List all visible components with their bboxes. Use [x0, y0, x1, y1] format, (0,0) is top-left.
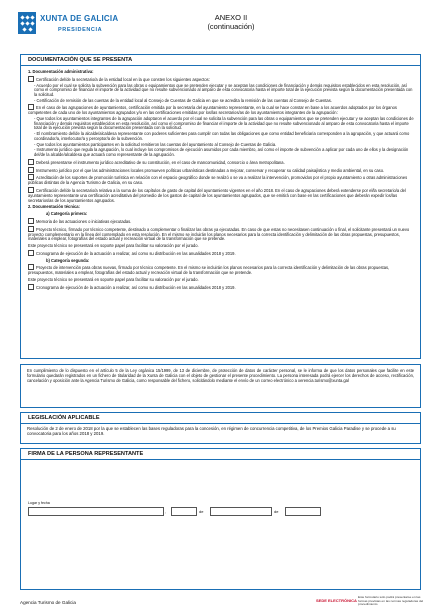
category-first-heading: a) Categoría primera:: [46, 211, 88, 217]
checkbox-report[interactable]: [28, 218, 34, 224]
item-capital-expenditure: Certificación del/de la secretario/a relativa a la suma de los capítulos de gasto de capital del ayuntamiento vigentes en el año 2018. En el caso de agrupaciones deberá extenderse por el/la secretario/a del ayuntamiento representante una certificación acreditativa del promedio de los gastos de capital de los ayuntamientos agrupados, que se emitirá con base en las certificaciones que deberán expedir los/las secretarios/as de los ayuntamientos agrupados.: [28, 188, 406, 203]
annex-title: ANEXO II: [214, 13, 248, 22]
item-local-certification: Certificación del/de la secretario/a de la entidad local en la que consten los siguientes aspectos:: [36, 76, 210, 82]
documentation-title: DOCUMENTACIÓN QUE SE PRESENTA: [21, 55, 420, 66]
item-grouping-detail-4: - Instrumento jurídico que regula la agrupación, lo cual incluye los compromisos de ejecución asumidos por cada miembro, así como el importe de subvención a aplicar por cada uno de ellos y la designación del/de la alcalde/alcaldesa que actuará como representante de la agrupación.: [34, 147, 409, 157]
item-local-certification-detail-2: - Certificación de remisión de las cuentas de la entidad local al Consejo de Cuentas de Galicia en que se acredita la remisión de las cuentas al Consejo de Cuentas.: [34, 97, 332, 103]
day-month-separator: de: [199, 509, 204, 514]
sede-electronica-logo: SEDE ELECTRÓNICA: [316, 598, 357, 603]
place-date-label: Lugar y fecha: [28, 501, 50, 505]
checkbox-local-certification[interactable]: [28, 76, 34, 82]
paper-support-note-a: Este proyecto técnico se presentará en soporte papel para facilitar su valoración por el jurado.: [28, 243, 199, 249]
place-date-separator: ,: [165, 509, 167, 514]
item-report: Memoria de las actuaciones o iniciativas ejecutadas.: [36, 219, 132, 224]
item-local-certification-detail-1: - Acuerdo por el cual se solicita la subvención para las obras o equipamientos que se pretenden ejecutar y se aceptan las condiciones de financiación y demás requisitos establecidos en esta resolución, así como el compromiso de financiar el importe de la actividad que no resulte subvencionado al amparo de esta convocatoria hasta el importe total de la ejecución prevista según la documentación presentada con la solicitud.: [34, 82, 413, 98]
legislation-section: [20, 412, 421, 444]
xunta-logo: [18, 12, 118, 34]
day-field[interactable]: [171, 507, 197, 516]
annex-subtitle: (continuación): [207, 22, 255, 31]
item-urban-policies: Instrumento jurídico por el que las administraciones locales promueven políticas urbanísticas destinadas a mejorar, conservar y recuperar su calidad paisajística y medio ambiental, en su caso.: [36, 167, 385, 173]
checkbox-legal-instrument[interactable]: [28, 159, 34, 165]
checkbox-urban-policies[interactable]: [28, 167, 34, 173]
signature-section: [20, 448, 421, 590]
section-technical-heading: 2. Documentación técnica:: [28, 204, 80, 210]
item-schedule-a: Cronograma de ejecución de la actuación a realizar, así como su distribución en las anualidades 2018 y 2019.: [36, 250, 236, 256]
privacy-notice: [20, 364, 421, 408]
agency-footer: Agencia Turismo de Galicia: [20, 600, 76, 605]
category-second-heading: b) Categoría segunda:: [46, 257, 90, 263]
documentation-section: [20, 54, 421, 359]
legislation-text: Resolución de 2 de enero de 2018 por la que se establecen las bases reguladoras para la concesión, en régimen de concurrencia competitiva, de los Premios Galicia Paradise y se procede a su convocatoria para los años 2018 y 2019.: [27, 426, 396, 436]
item-tourism-promotion: Acreditación de los soportes de promoción turística en relación con el espacio geográfico donde se realizó o se va a realizar la intervención, promovidos por el propio ayuntamiento u otras administraciones públicas distintas de la Agencia Turismo de Galicia, en su caso.: [28, 175, 408, 186]
galicia-shield-icon: [18, 12, 36, 34]
paper-support-note-b: Este proyecto técnico se presentará en soporte papel para facilitar su valoración por el jurado.: [28, 276, 199, 282]
month-field[interactable]: [210, 507, 272, 516]
place-field[interactable]: [28, 507, 167, 516]
legislation-title: LEGISLACIÓN APLICABLE: [21, 413, 420, 424]
month-year-separator: de: [274, 509, 279, 514]
item-technical-project: Proyecto técnico, firmado por técnico competente, destinado a complementar o finalizar las obras ya ejecutadas. En caso de que estas no necesitasen continuación o final, el solicitante presentará un nuevo proyecto complementario en la línea del contemplado en esta resolución. En el mismo se incluirán los planos necesarios para la correcta identificación y delimitación de las obras propuestas, presupuestos, materiales a emplear, fotografías del estado actual y recreación virtual de la transformación que se pretende.: [28, 226, 410, 242]
year-field[interactable]: [285, 507, 321, 516]
item-intervention-project: Proyecto de intervención para obras nuevas, firmado por técnico competente. En el mismo se incluirán los planos necesarios para la correcta identificación y delimitación de las obras propuestas, presupuestos, materiales a emplear, fotografías del estado actual y recreación virtual de la transformación que se pretende.: [28, 265, 390, 276]
item-grouping-detail-1: - Que todos los ayuntamientos integrantes de la agrupación adoptaron el acuerdo por el cual se solicita la subvención para las obras o equipamientos que se pretenden ejecutar y se aceptan las condiciones de financiación y demás requisitos establecidos en esta resolución, así como el compromiso de financiar el importe de la actividad que no resulte subvencionado al amparo de esta convocatoria hasta el importe total de la ejecución prevista según la documentación presentada con la solicitud.: [34, 116, 414, 131]
annex-heading: [196, 13, 266, 31]
org-department: PRESIDENCIA: [58, 27, 103, 33]
checkbox-schedule-b[interactable]: [28, 284, 34, 290]
checkbox-schedule-a[interactable]: [28, 250, 34, 256]
item-schedule-b: Cronograma de ejecución de la actuación a realizar, así como su distribución en las anualidades 2018 y 2019.: [36, 284, 236, 290]
item-grouping-certification: En el caso de las agrupaciones de ayuntamientos, certificación emitida por la secretaría del ayuntamiento representante, en la cual se hace constar en base a los acuerdos adoptados por los órganos competentes de cada uno de los ayuntamientos agrupados y/o en las certificaciones emitidas por los/las secretarios/as de los ayuntamientos integrantes de la agrupación:: [28, 105, 397, 116]
section-administrative-heading: 1. Documentación administrativa:: [28, 69, 94, 74]
privacy-text: En cumplimiento de lo dispuesto en el artículo 5 de la Ley orgánica 15/1999, de 13 de diciembre, de protección de datos de carácter personal, se le informa de que los datos personales que facilite en este formulario quedarán registrados en un fichero de titularidad de la Xunta de Galicia con el objeto de gestionar el presente procedimiento. La persona interesada podrá ejercer los derechos de acceso, rectificación, cancelación y oposición ante la Agencia Turismo de Galicia, como responsable del fichero, solicitándolo mediante el envío de un correo electrónico a xerencia.turismo@xunta.gal: [27, 368, 414, 383]
item-legal-instrument: Deberá presentarse el instrumento jurídico acreditativo de su constitución, en el caso de mancomunidad, consorcio o área metropolitana.: [36, 159, 285, 165]
item-grouping-detail-2: - El nombramiento del/de la alcalde/alcaldesa representante con poderes suficientes para cumplir con todas las obligaciones que como entidad beneficiaria corresponden a la agrupación, y que actuará como coordinador/a, interlocutor/a y perceptor/a de la subvención.: [34, 131, 410, 141]
electronic-office-notice: [316, 596, 426, 610]
signature-title: FIRMA DE LA PERSONA REPRESENTANTE: [21, 449, 420, 460]
org-name: XUNTA DE GALICIA: [40, 14, 119, 23]
sede-notice-text: Este formulario sólo podrá presentarse en las formas previstas en las normas reguladoras del procedimiento: [358, 595, 424, 607]
item-grouping-detail-3: - Que todos los ayuntamientos participantes en la solicitud remitieron las cuentas del ayuntamiento al Consejo de Cuentas de Galicia.: [34, 141, 277, 147]
